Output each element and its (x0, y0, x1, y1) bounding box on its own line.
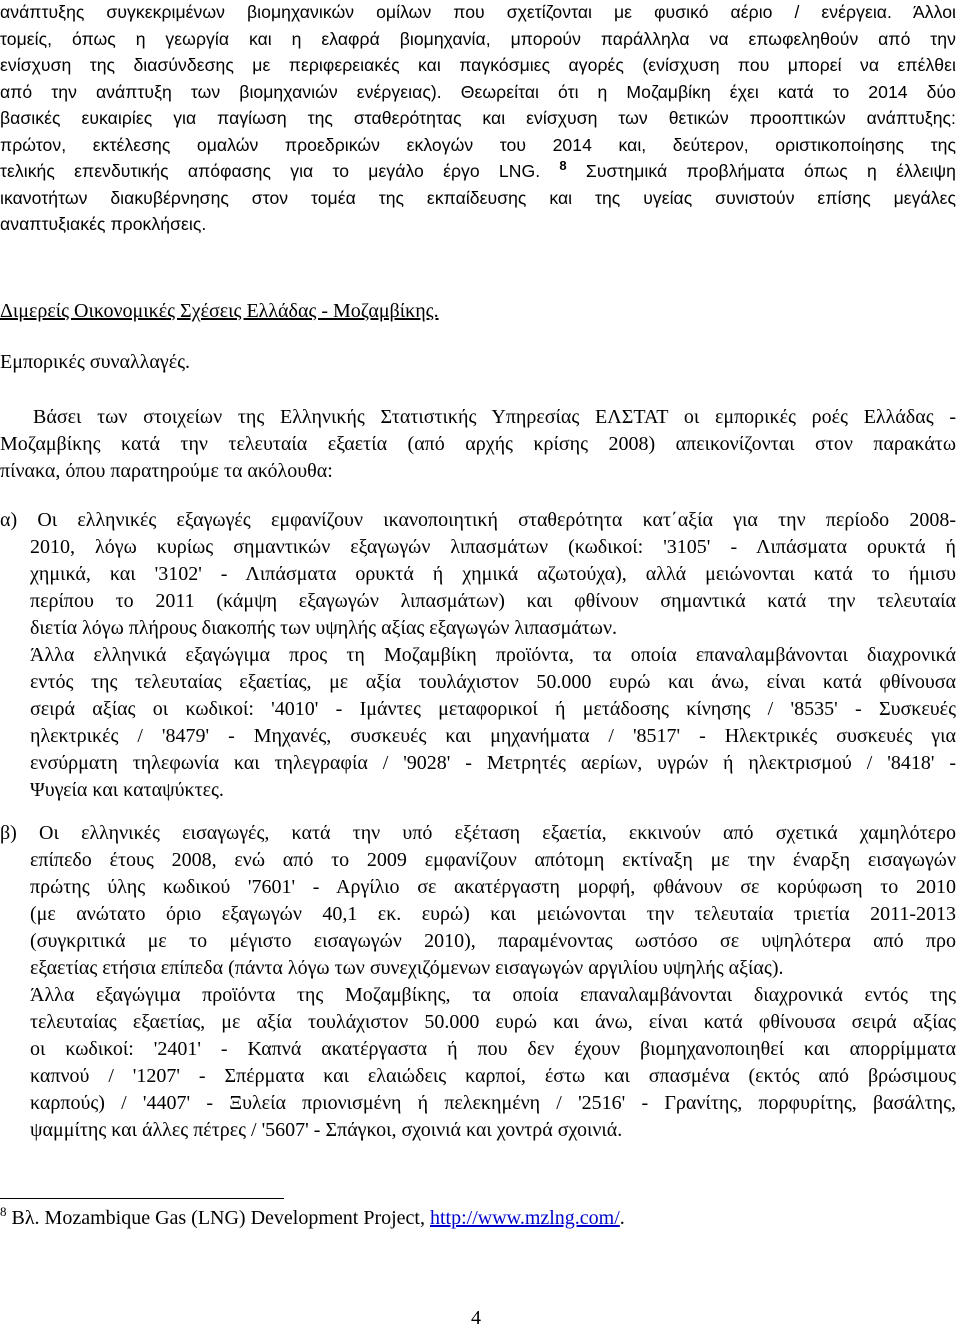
text-line: ενίσχυση της διασύνδεσης με περιφερειακές και παγκόσμιες αγορές (ενίσχυση που μπορεί να επέλθει (0, 55, 956, 75)
footnote-suffix: . (619, 1207, 625, 1229)
text-line: από την ανάπτυξη των βιομηχανιών ενέργειας). Θεωρείται ότι η Μοζαμβίκη έχει κατά το 2014 δύο (0, 81, 956, 102)
text-segment: τελικής επενδυτικής απόφασης για το μεγάλο έργο LNG. (0, 161, 541, 181)
intro-paragraph (0, 0, 956, 238)
trade-intro-paragraph (0, 404, 956, 485)
text-line: πίνακα, όπου παρατηρούμε τα ακόλουθα: (0, 460, 333, 482)
text-line: ψαμμίτης και άλλες πέτρες / '5607' - Σπάγκοι, σχοινιά και χοντρά σχοινιά. (30, 1119, 623, 1141)
text-line: (με ανώτατο όριο εξαγωγών 40,1 εκ. ευρώ) και μειώνονται την τελευταία τριετία 2011-2013 (30, 903, 956, 925)
footnote-divider (0, 1198, 284, 1199)
text-line: ικανοτήτων διακυβέρνησης στον τομέα της εκπαίδευσης και της υγείας συνιστούν επίσης μεγάλες (0, 187, 956, 208)
text-line: εξαετίας ετήσια επίπεδα (πάντα λόγω των συνεχιζόμενων εισαγωγών αργιλίου υψηλής αξίας). (30, 957, 784, 979)
text-line: Μοζαμβίκης κατά την τελευταία εξαετία (από αρχής κρίσης 2008) απεικονίζονται στον παρακάτω (0, 433, 956, 455)
text-line: αναπτυξιακές προκλήσεις. (0, 214, 207, 234)
footnote-link[interactable]: http://www.mzlng.com/ (430, 1207, 620, 1229)
text-line: οι κωδικοί: '2401' - Καπνά ακατέργαστα ή που δεν έχουν βιομηχανοποιηθεί και απορρίμματα (30, 1038, 956, 1060)
text-line: καπνού / '1207' - Σπέρματα και ελαιώδεις καρποί, έστω και σπασμένα (εκτός από βρώσιμους (30, 1065, 956, 1087)
text-line: ενσύρματη τηλεφωνία και τηλεγραφία / '9028' - Μετρητές αερίων, υγρών ή ηλεκτρισμού / '8418' - (30, 752, 956, 774)
footnote (0, 1205, 625, 1232)
text-line: περίπου το 2011 (κάμψη εξαγωγών λιπασμάτων) και φθίνουν σημαντικά κατά την τελευταία (30, 590, 956, 612)
text-line-with-footnote (0, 158, 956, 185)
subheading-text: Εμπορικές συναλλαγές. (0, 351, 191, 373)
text-line: 2010, λόγω κυρίως σημαντικών εξαγωγών λιπασμάτων (κωδικοί: '3105' - Λιπάσματα ορυκτά ή (30, 536, 956, 558)
footnote-reference[interactable]: 8 (559, 158, 567, 173)
text-line: τελευταίας εξαετίας, με αξία τουλάχιστον 50.000 ευρώ και άνω, είναι κατά φθίνουσα σειρά αξίας (30, 1011, 956, 1033)
text-line: διετία λόγω πλήρους διακοπής των υψηλής αξίας εξαγωγών λιπασμάτων. (30, 617, 618, 639)
text-line: τομείς, όπως η γεωργία και η ελαφρά βιομηχανία, μπορούν παράλληλα να επωφεληθούν από την (0, 28, 956, 49)
footnote-number: 8 (0, 1204, 7, 1219)
text-line: εντός της τελευταίας εξαετίας, με αξία τουλάχιστον 50.000 ευρώ και άνω, είναι κατά φθίνουσα (30, 671, 956, 693)
text-line: επίπεδο έτους 2008, ενώ από το 2009 εμφανίζουν απότομη εκτίναξη με την έναρξη εισαγωγών (30, 849, 956, 871)
text-line: Άλλα εξαγώγιμα προϊόντα της Μοζαμβίκης, τα οποία επαναλαμβάνονται διαχρονικά εντός της (30, 984, 956, 1006)
imports-paragraph (0, 820, 956, 1144)
text-line: Βάσει των στοιχείων της Ελληνικής Στατιστικής Υπηρεσίας ΕΛΣΤΑΤ οι εμπορικές ροές Ελλάδας - (33, 406, 956, 428)
text-line: ηλεκτρικές / '8479' - Μηχανές, συσκευές και μηχανήματα / '8517' - Ηλεκτρικές συσκευές για (30, 725, 956, 747)
text-line: καρπούς) / '4407' - Ξυλεία πριονισμένη ή πελεκημένη / '2516' - Γρανίτης, πορφυρίτης, βασάλτης, (30, 1092, 956, 1114)
text-line: ανάπτυξης συγκεκριμένων βιομηχανικών ομίλων που σχετίζονται με φυσικό αέριο / ενέργεια. Άλλοι (0, 2, 956, 22)
text-line: πρώτης ύλης κωδικού '7601' - Αργίλιο σε ακατέργαστη μορφή, φθάνουν σε κορύφωση το 2010 (30, 876, 956, 898)
text-segment: Συστημικά προβλήματα όπως η έλλειψη (585, 161, 956, 181)
text-line: βασικές ευκαιρίες για παγίωση της σταθερότητας και ενίσχυση των θετικών προοπτικών ανάπτυξης: (0, 108, 956, 128)
text-line: Άλλα ελληνικά εξαγώγιμα προς τη Μοζαμβίκη προϊόντα, τα οποία επαναλαμβάνονται διαχρονικά (30, 644, 956, 666)
text-line: σειρά αξίας οι κωδικοί: '4010' - Ιμάντες μεταφορικοί ή μετάδοσης κίνησης / '8535' - Συσκευές (30, 698, 956, 720)
text-line: πρώτον, εκτέλεσης ομαλών προεδρικών εκλογών του 2014 και, δεύτερον, οριστικοποίησης της (0, 134, 956, 155)
footnote-text: Βλ. Mozambique Gas (LNG) Development Project, (6, 1207, 430, 1229)
text-line: Ψυγεία και καταψύκτες. (30, 779, 224, 801)
text-line: (συγκριτικά με το μέγιστο εισαγωγών 2010), παραμένοντας ωστόσο σε υψηλότερα από προ (30, 930, 956, 952)
section-heading-text: Διμερείς Οικονομικές Σχέσεις Ελλάδας - Μοζαμβίκης. (0, 300, 439, 322)
text-line: χημικά, και '3102' - Λιπάσματα ορυκτά ή χημικά αζωτούχα), αλλά μειώνονται κατά το ήμισυ (30, 563, 956, 585)
subheading (0, 349, 190, 376)
page-number: 4 (471, 1307, 481, 1329)
text-line: α) Οι ελληνικές εξαγωγές εμφανίζουν ικανοποιητική σταθερότητα κατ΄αξία για την περίοδο 2008- (0, 509, 956, 531)
text-line: β) Οι ελληνικές εισαγωγές, κατά την υπό εξέταση εξαετία, εκκινούν από σχετικά χαμηλότερο (0, 822, 956, 844)
section-heading (0, 298, 439, 325)
exports-paragraph (0, 507, 956, 804)
